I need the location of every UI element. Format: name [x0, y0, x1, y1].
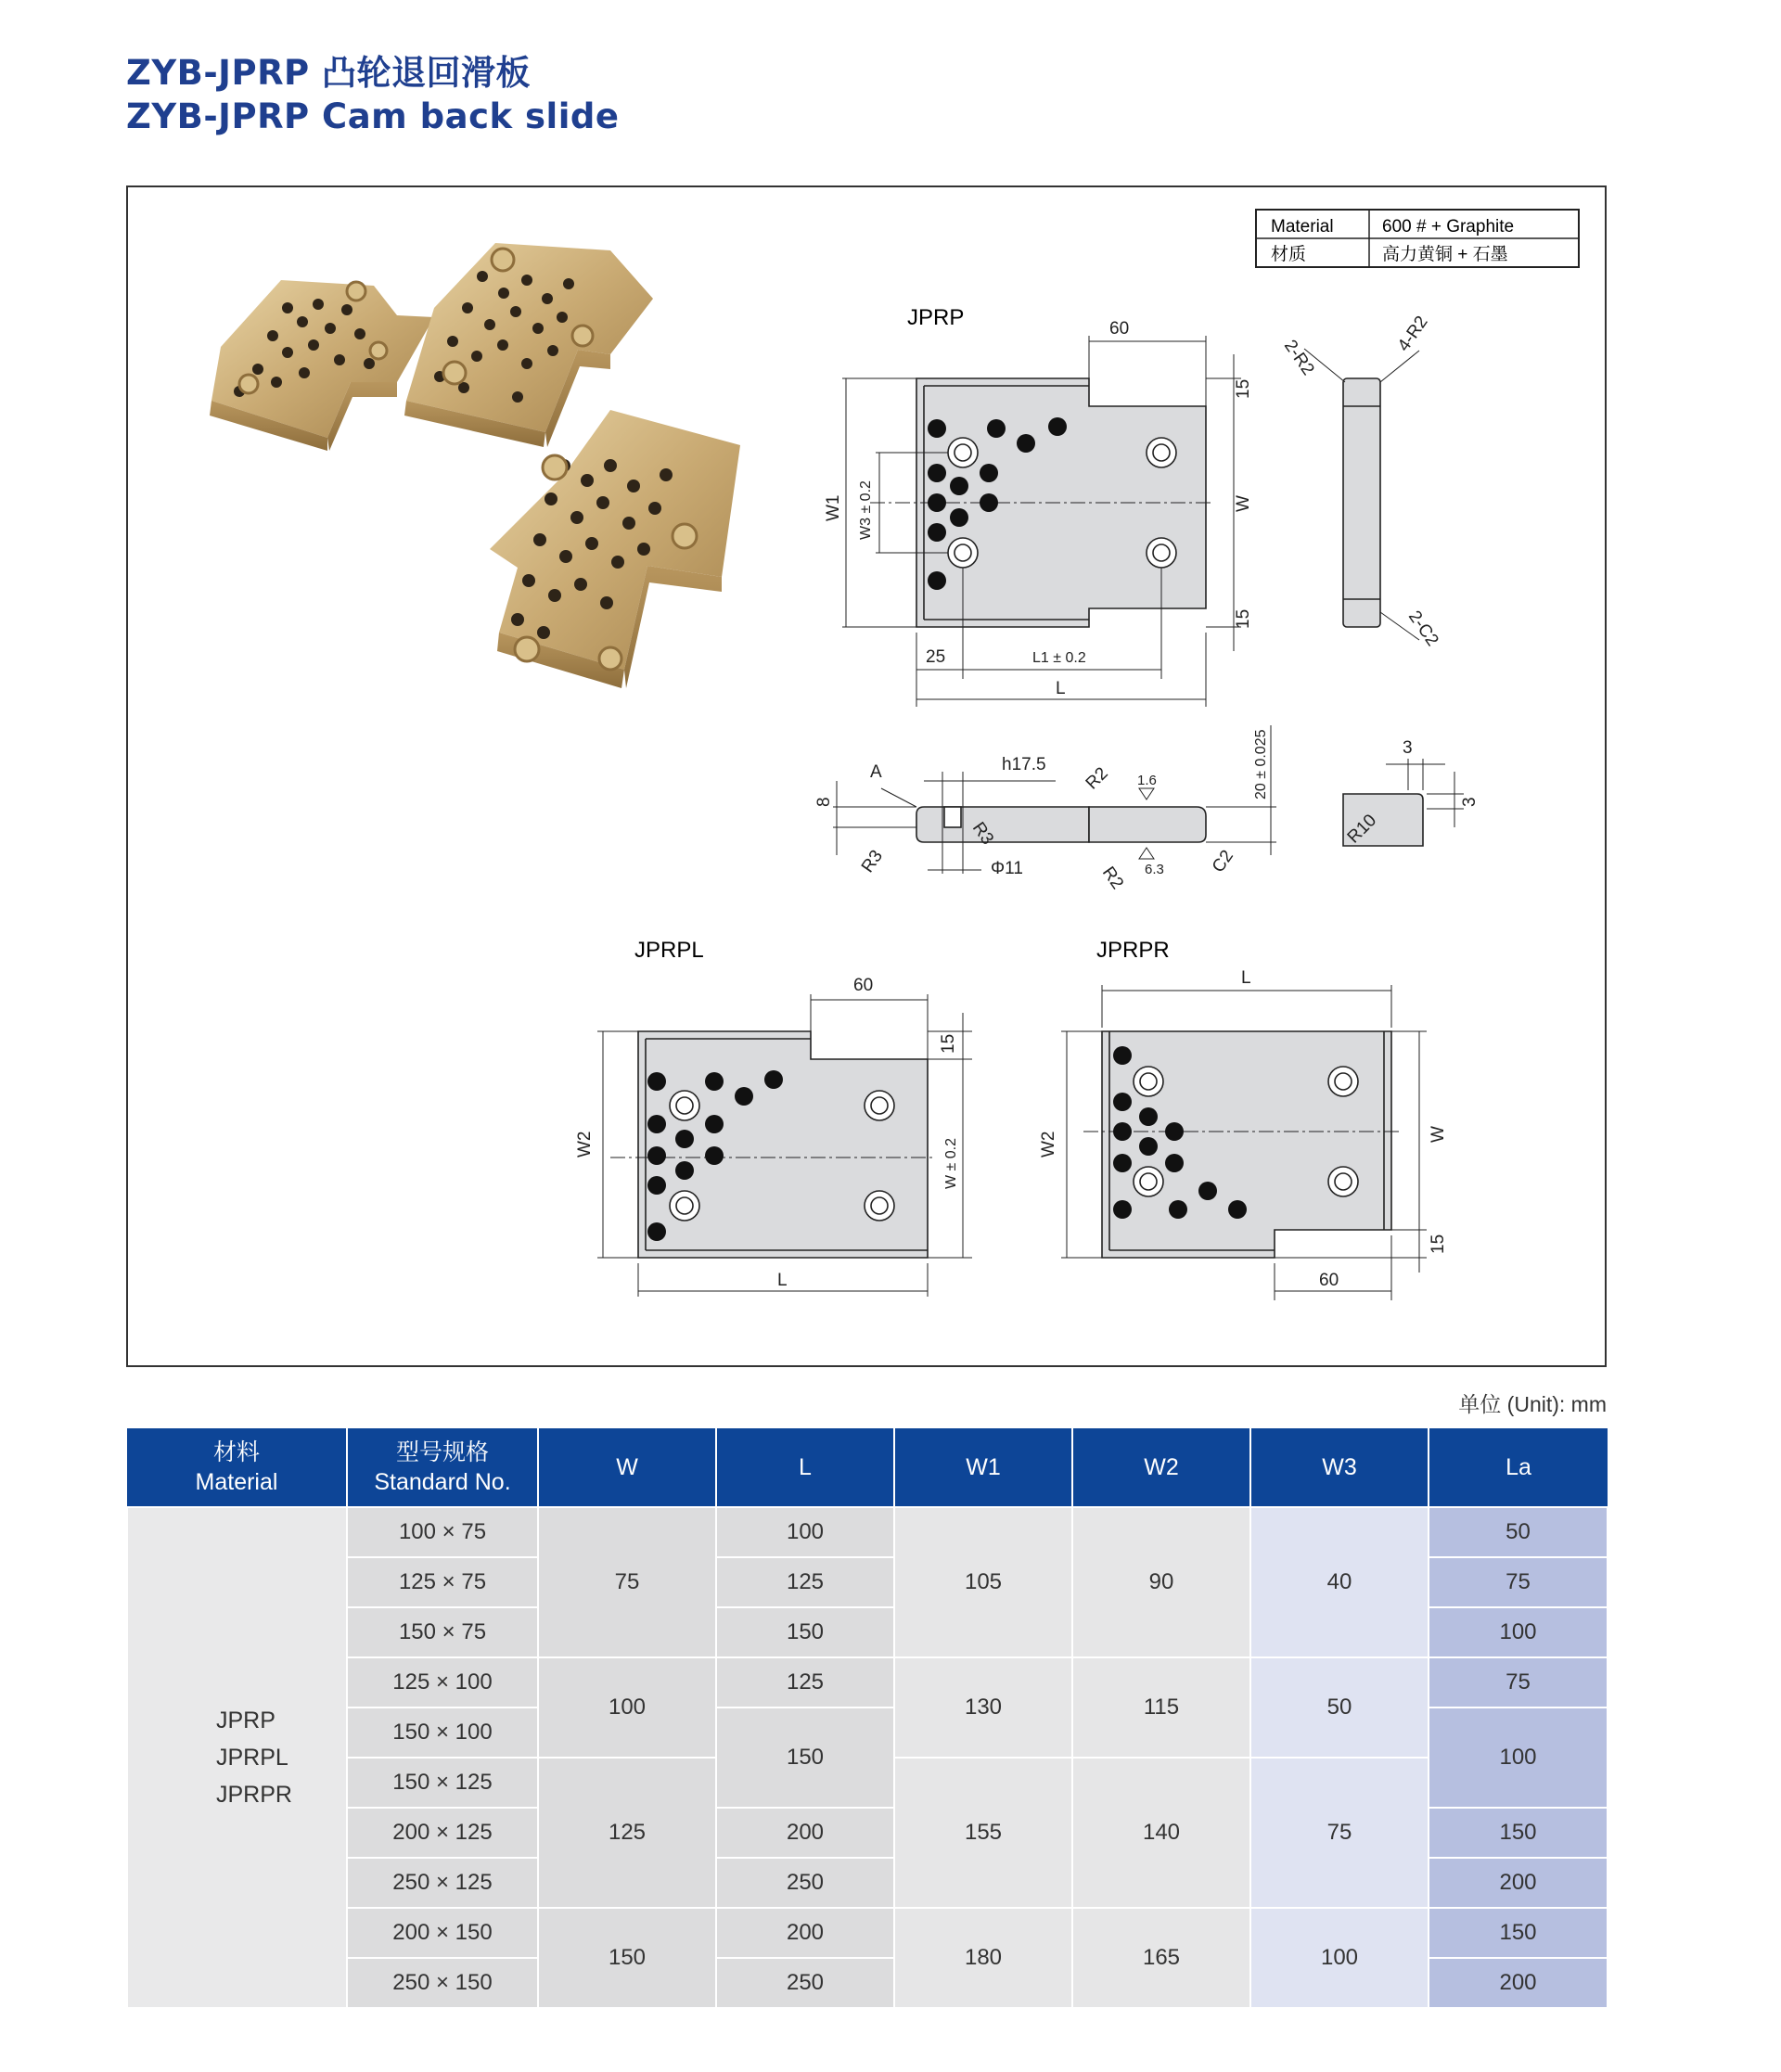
w-cell: 75 [538, 1507, 716, 1657]
section-dim-roughness-1: 1.6 [1137, 773, 1157, 788]
table-row [127, 1657, 1608, 1707]
la-cell: 150 [1429, 1808, 1608, 1858]
section-dim-roughness-2: 6.3 [1145, 862, 1164, 877]
w-cell: 100 [538, 1657, 716, 1758]
section-dim-20: 20 ± 0.025 [1253, 729, 1269, 799]
side-dim-4r2: 4-R2 [1393, 313, 1432, 355]
header-w2: W2 [1072, 1428, 1250, 1507]
la-cell: 100 [1429, 1707, 1608, 1808]
w2-cell: 165 [1072, 1908, 1250, 2008]
l-cell: 250 [716, 1858, 894, 1908]
table-header-row [127, 1428, 1608, 1507]
detail-dim-3-top: 3 [1403, 738, 1413, 758]
jprpl-dim-15: 15 [939, 1033, 958, 1054]
section-dim-r3-inner: R3 [967, 818, 998, 849]
jprpl-dim-l: L [777, 1271, 788, 1290]
jprp-dim-60: 60 [1109, 319, 1130, 339]
std-cell: 125 × 100 [347, 1657, 538, 1707]
la-cell: 200 [1429, 1858, 1608, 1908]
spec-table [126, 1428, 1608, 2009]
section-dim-h: h17.5 [1002, 755, 1046, 774]
jprp-dim-25: 25 [926, 647, 946, 667]
la-cell: 75 [1429, 1657, 1608, 1707]
header-material: 材料 Material [127, 1428, 347, 1507]
jprpr-dim-60: 60 [1319, 1271, 1339, 1290]
section-dim-c2: C2 [1208, 846, 1238, 876]
l-cell: 200 [716, 1808, 894, 1858]
label-jprpl: JPRPL [634, 938, 704, 963]
l-cell: 125 [716, 1557, 894, 1607]
side-dim-2r2: 2-R2 [1279, 336, 1318, 379]
std-cell: 150 × 125 [347, 1758, 538, 1808]
material-label-cn: 材质 [1271, 245, 1307, 264]
material-box [1256, 210, 1579, 267]
w-cell: 150 [538, 1908, 716, 2008]
l-cell: 100 [716, 1507, 894, 1557]
w1-cell: 130 [894, 1657, 1072, 1758]
technical-drawing [128, 187, 1605, 1365]
w2-cell: 140 [1072, 1758, 1250, 1908]
side-dim-2c2: 2-C2 [1403, 607, 1442, 650]
l-cell: 150 [716, 1707, 894, 1808]
std-cell: 150 × 100 [347, 1707, 538, 1758]
jprpl-dim-60: 60 [853, 976, 874, 995]
std-cell: 125 × 75 [347, 1557, 538, 1607]
jprp-dim-w3: W3 ± 0.2 [858, 480, 874, 540]
l-cell: 150 [716, 1607, 894, 1657]
section-dim-phi: Φ11 [991, 859, 1023, 878]
l-cell: 250 [716, 1958, 894, 2008]
section-dim-a: A [870, 762, 882, 782]
material-value-en: 600 # + Graphite [1382, 217, 1515, 237]
section-dim-r2-bottom: R2 [1097, 863, 1128, 893]
w1-cell: 155 [894, 1758, 1072, 1908]
std-cell: 200 × 150 [347, 1908, 538, 1958]
page-title-english: ZYB-JPRP Cam back slide [126, 96, 620, 136]
jprp-dim-l: L [1056, 679, 1066, 698]
la-cell: 75 [1429, 1557, 1608, 1607]
table-row [127, 1507, 1608, 1557]
w3-cell: 40 [1250, 1507, 1429, 1657]
std-cell: 250 × 150 [347, 1958, 538, 2008]
la-cell: 150 [1429, 1908, 1608, 1958]
section-dim-r2-top: R2 [1082, 763, 1112, 794]
jprpr-dim-w2: W2 [1039, 1131, 1058, 1158]
section-dim-r3-outer: R3 [857, 846, 888, 876]
label-jprp: JPRP [907, 305, 965, 330]
header-la: La [1429, 1428, 1608, 1507]
std-cell: 100 × 75 [347, 1507, 538, 1557]
page-title-chinese: ZYB-JPRP 凸轮退回滑板 [126, 53, 532, 93]
jprp-front-section [833, 725, 1276, 874]
unit-note: 单位 (Unit): mm [1458, 1392, 1607, 1416]
w3-cell: 100 [1250, 1908, 1429, 2008]
section-dim-8: 8 [814, 797, 834, 807]
table-row [127, 1908, 1608, 1958]
w-cell: 125 [538, 1758, 716, 1908]
header-w1: W1 [894, 1428, 1072, 1507]
material-cell: JPRP JPRPL JPRPR [127, 1507, 347, 2008]
w1-cell: 105 [894, 1507, 1072, 1657]
std-cell: 150 × 75 [347, 1607, 538, 1657]
jprpl-dim-w2: W2 [575, 1131, 595, 1158]
jprp-dim-w1: W1 [824, 494, 843, 521]
header-standard-no: 型号规格 Standard No. [347, 1428, 538, 1507]
la-cell: 100 [1429, 1607, 1608, 1657]
l-cell: 125 [716, 1657, 894, 1707]
jprpl-view [597, 994, 972, 1297]
w2-cell: 115 [1072, 1657, 1250, 1758]
jprp-side-view [1304, 349, 1419, 640]
detail-dim-3-side: 3 [1460, 797, 1480, 807]
jprp-dim-l1: L1 ± 0.2 [1032, 650, 1086, 666]
std-cell: 250 × 125 [347, 1858, 538, 1908]
product-illustration [210, 243, 740, 688]
drawing-figure [126, 185, 1607, 1367]
detail-dim-r10: R10 [1343, 811, 1381, 848]
jprpr-dim-15: 15 [1429, 1234, 1448, 1254]
la-cell: 200 [1429, 1958, 1608, 2008]
header-w: W [538, 1428, 716, 1507]
jprp-dim-15-bottom: 15 [1234, 608, 1253, 629]
jprpr-dim-w: W [1429, 1126, 1448, 1143]
std-cell: 200 × 125 [347, 1808, 538, 1858]
jprpl-dim-w-tol: W ± 0.2 [943, 1137, 959, 1189]
header-w3: W3 [1250, 1428, 1429, 1507]
l-cell: 200 [716, 1908, 894, 1958]
w3-cell: 75 [1250, 1758, 1429, 1908]
label-jprpr: JPRPR [1096, 938, 1170, 963]
w1-cell: 180 [894, 1908, 1072, 2008]
jprpr-dim-l: L [1241, 968, 1251, 988]
la-cell: 50 [1429, 1507, 1608, 1557]
material-value-cn: 高力黄铜 + 石墨 [1382, 245, 1508, 264]
jprpr-view [1061, 985, 1427, 1300]
material-label-en: Material [1271, 217, 1334, 237]
header-l: L [716, 1428, 894, 1507]
w2-cell: 90 [1072, 1507, 1250, 1657]
jprp-dim-w: W [1234, 495, 1253, 512]
jprp-dim-15-top: 15 [1234, 378, 1253, 399]
w3-cell: 50 [1250, 1657, 1429, 1758]
